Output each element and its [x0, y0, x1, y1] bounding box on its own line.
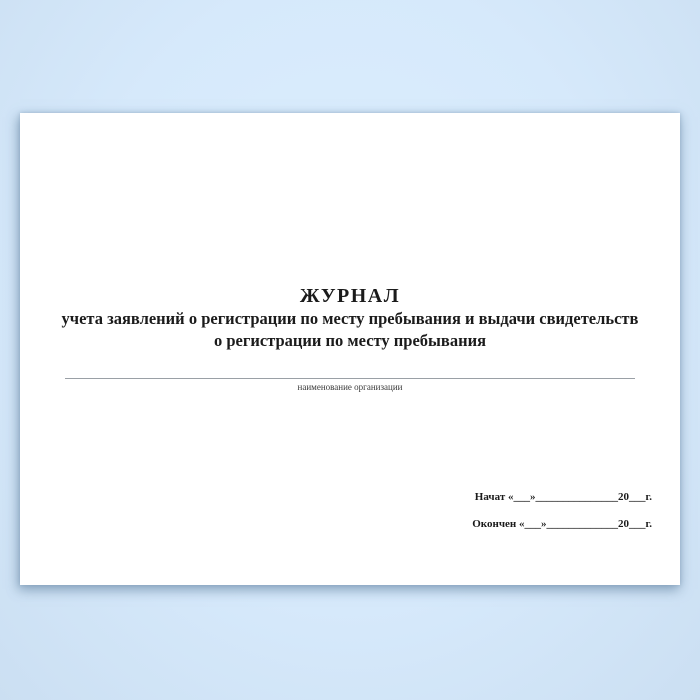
organization-name-caption: наименование организации — [297, 382, 403, 392]
journal-subtitle-line2: о регистрации по месту пребывания — [213, 331, 487, 350]
journal-title: ЖУРНАЛ — [299, 285, 401, 307]
journal-cover-page — [20, 113, 680, 585]
finished-date-line: Окончен «___»_____________20___г. — [472, 518, 652, 530]
organization-name-rule — [65, 378, 635, 379]
started-date-line: Начат «___»_______________20___г. — [474, 491, 652, 503]
journal-subtitle-line1: учета заявлений о регистрации по месту пребывания и выдачи свидетельств — [61, 309, 639, 328]
